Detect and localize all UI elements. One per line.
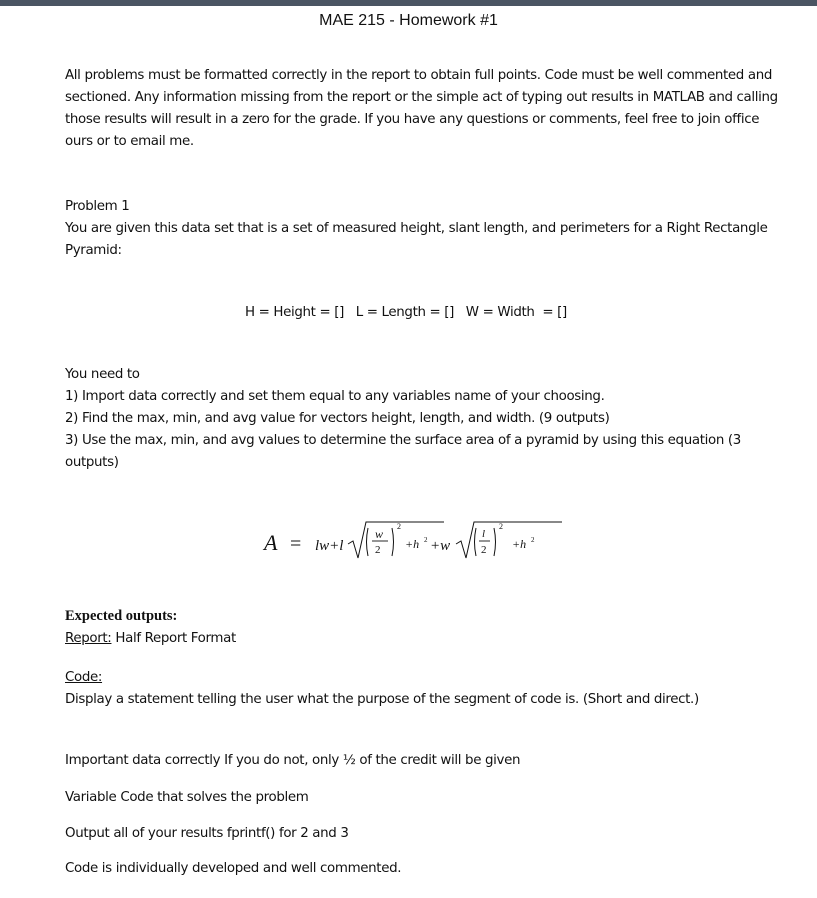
problem-1-description: You are given this data set that is a set of measured height, slant length, and perimeters for a Right Rectangle Pyramid: (65, 221, 768, 258)
variable-definitions (245, 302, 567, 324)
equation-term-lw: lw+l (315, 538, 344, 554)
equation-denominator: 2 (375, 544, 381, 556)
report-value: Half Report Format (115, 631, 236, 646)
report-label: Report: (65, 631, 112, 646)
height-definition: H = Height = [] (245, 305, 344, 320)
equation-square-exponent: 2 (531, 536, 535, 544)
equation-lhs: A (264, 530, 278, 555)
task-item: 1) Import data correctly and set them equal to any variables name of your choosing. (65, 389, 605, 404)
code-label: Code: (65, 670, 103, 685)
width-definition: W = Width = [] (465, 305, 567, 320)
length-definition: L = Length = [] (355, 305, 455, 320)
tasks-section (65, 364, 785, 474)
equation-square-exponent: 2 (499, 522, 503, 531)
requirement-item: Important data correctly If you do not, only ½ of the credit will be given (65, 753, 521, 768)
requirement-item: Output all of your results fprintf() for 2 and 3 (65, 826, 349, 841)
page-title: MAE 215 - Homework #1 (319, 12, 498, 29)
top-bar (0, 0, 817, 6)
expected-outputs-heading: Expected outputs: (65, 608, 178, 624)
equation-h-squared: +h (512, 537, 527, 551)
problem-1-section (65, 196, 785, 262)
code-description: Display a statement telling the user what the purpose of the segment of code is. (Short and direct.) (65, 692, 699, 707)
square-root-2 (456, 522, 562, 558)
tasks-intro: You need to (65, 367, 140, 382)
equation-square-exponent: 2 (424, 536, 428, 544)
requirement-item: Variable Code that solves the problem (65, 790, 309, 805)
report-line (65, 628, 236, 650)
equation-l: l (482, 528, 486, 540)
equation-term-w: +w (430, 538, 451, 554)
problem-1-heading: Problem 1 (65, 199, 130, 214)
equation-denominator: 2 (481, 544, 487, 556)
equation-h-squared: +h (405, 537, 420, 551)
surface-area-equation (262, 518, 602, 576)
task-item: 3) Use the max, min, and avg values to determine the surface area of a pyramid by using this equation (3 outputs) (65, 433, 741, 470)
equation-equals: = (290, 533, 302, 555)
requirement-item: Code is individually developed and well commented. (65, 861, 402, 876)
intro-paragraph: All problems must be formatted correctly in the report to obtain full points. Code must be well commented and sectioned. Any information missing from the report or the simple act of typing out results in MATLAB and calling those results will result in a zero for the grade. If you have any questions or comments, feel free to join office ours or to email me. (65, 68, 778, 149)
equation-square-exponent: 2 (397, 522, 401, 531)
task-item: 2) Find the max, min, and avg value for vectors height, length, and width. (9 outputs) (65, 411, 610, 426)
equation-w: w (375, 527, 384, 541)
